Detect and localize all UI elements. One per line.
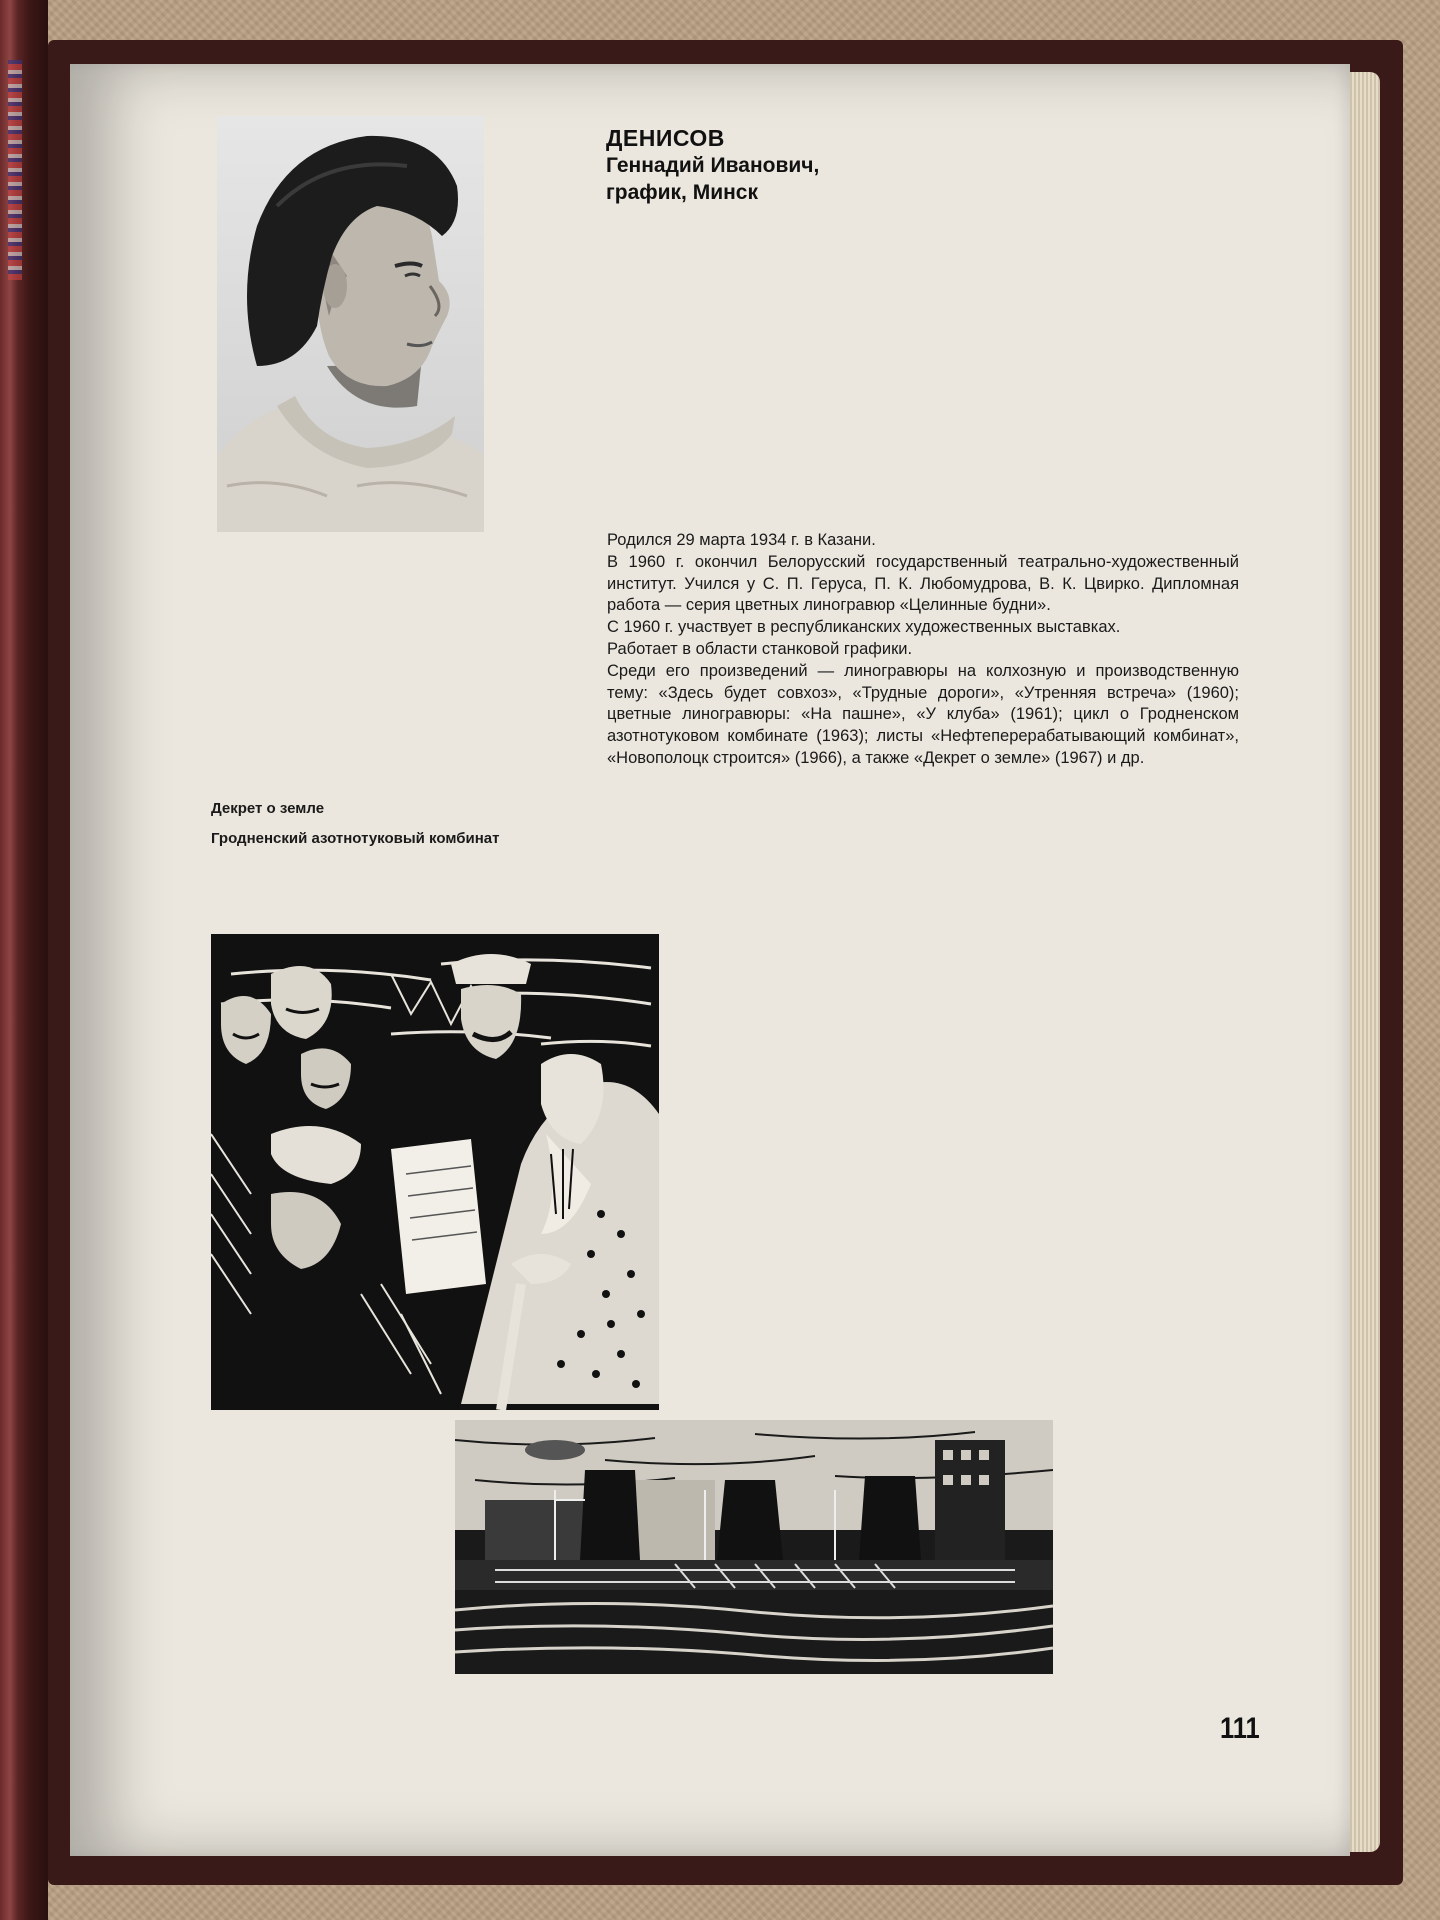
artwork-grodno-plant bbox=[455, 1420, 1053, 1674]
artist-surname: ДЕНИСОВ bbox=[606, 125, 725, 151]
bio-paragraph: С 1960 г. участвует в республиканских художественных выставках. bbox=[607, 618, 1121, 637]
artist-portrait-photo bbox=[217, 116, 484, 532]
bio-paragraph: Среди его произведений — линогравюры на колхозную и производственную тему: «Здесь будет совхоз», «Трудные дороги», «Утренняя встреча» (1960); цветные линогравюры: «На пашне», «У клуба» (1961); цикл о Гродненском азотнотуковом комбинате (1963); листы «Нефтеперерабатывающий комбинат», «Новополоцк строится» (1966), а также «Декрет о земле» (1967) и др. bbox=[607, 661, 1239, 767]
artwork-decree-on-land bbox=[211, 934, 659, 1410]
bio-paragraph: Родился 29 марта 1934 г. в Казани. bbox=[607, 531, 876, 549]
bio-paragraph: В 1960 г. окончил Белорусский государственный театрально-художественный институт. Учился у С. П. Геруса, П. К. Любомудрова, В. К. Цвирко. Дипломная работа — серия цветных линогравюр «Целинные будни». bbox=[607, 552, 1239, 615]
page-number: 111 bbox=[1220, 1712, 1260, 1745]
bio-paragraph: Работает в области станковой графики. bbox=[607, 639, 913, 658]
artwork-captions bbox=[211, 800, 576, 860]
neighbor-book-spine bbox=[0, 0, 48, 1920]
biography-text bbox=[607, 530, 1239, 770]
artist-role: график, Минск bbox=[606, 181, 758, 204]
artist-fullname: Геннадий Иванович, bbox=[606, 154, 820, 177]
artist-header bbox=[606, 124, 819, 206]
caption-grodno-plant: Гродненский азотнотуковый комбинат bbox=[211, 830, 500, 847]
caption-decree-on-land: Декрет о земле bbox=[211, 800, 325, 817]
neighbor-book-pages bbox=[8, 60, 22, 280]
